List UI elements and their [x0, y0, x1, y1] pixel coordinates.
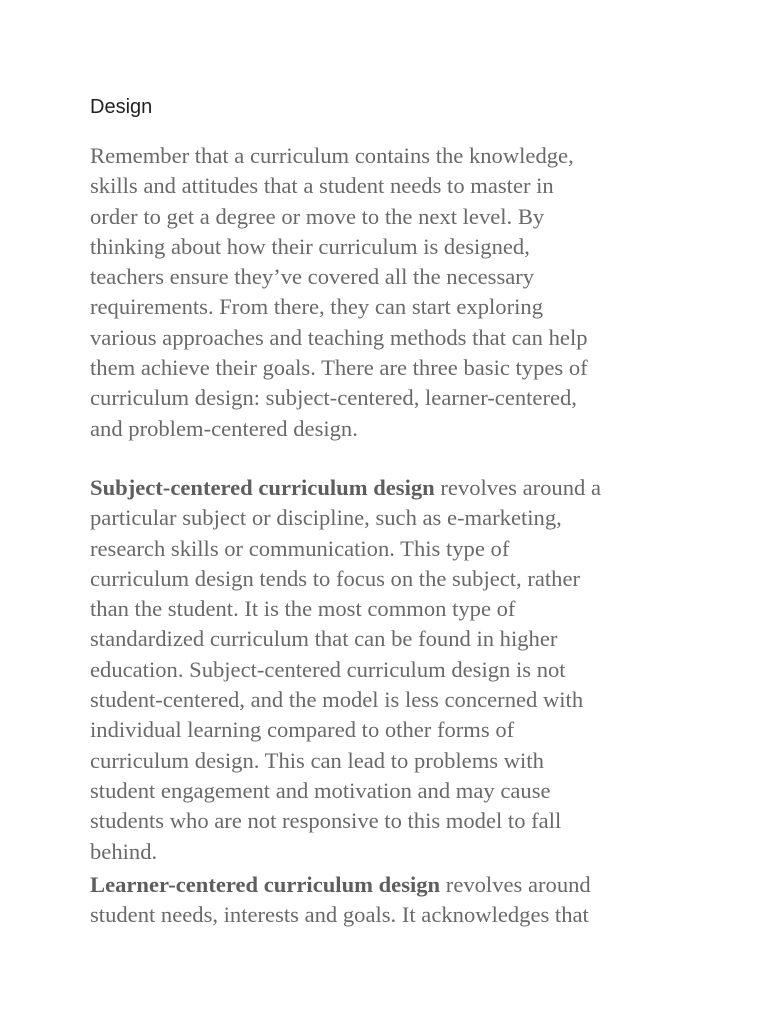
- paragraph-line: curriculum design. This can lead to problems with: [90, 747, 544, 773]
- subject-centered-paragraph: [90, 473, 690, 867]
- paragraph-line-rest: revolves around: [440, 872, 591, 897]
- paragraph-line: skills and attitudes that a student needs to master in: [90, 173, 554, 199]
- paragraph-line: students who are not responsive to this model to fall: [90, 808, 562, 834]
- paragraph-line: [90, 870, 690, 900]
- paragraph-line: them achieve their goals. There are three basic types of: [90, 355, 588, 381]
- paragraph-line: and problem-centered design.: [90, 415, 358, 441]
- paragraph-line: Remember that a curriculum contains the knowledge,: [90, 143, 574, 168]
- paragraph-line: order to get a degree or move to the next level. By: [90, 203, 545, 229]
- paragraph-line: behind.: [90, 838, 158, 864]
- paragraph-line: curriculum design tends to focus on the subject, rather: [90, 565, 581, 591]
- paragraph-line: teachers ensure they’ve covered all the necessary: [90, 264, 535, 290]
- section-heading: Design: [90, 96, 153, 118]
- learner-centered-paragraph: [90, 870, 690, 931]
- paragraph-line: requirements. From there, they can start exploring: [90, 294, 543, 320]
- paragraph-line: research skills or communication. This type of: [90, 535, 510, 561]
- paragraph-line: thinking about how their curriculum is designed,: [90, 233, 530, 259]
- intro-paragraph: [90, 141, 690, 444]
- paragraph-line: curriculum design: subject-centered, learner-centered,: [90, 385, 577, 411]
- paragraph-line: standardized curriculum that can be found in higher: [90, 626, 558, 652]
- paragraph-line: individual learning compared to other forms of: [90, 717, 515, 743]
- paragraph-line: particular subject or discipline, such as e-marketing,: [90, 505, 562, 531]
- paragraph-line: student engagement and motivation and may cause: [90, 777, 551, 803]
- subject-centered-term: Subject-centered curriculum design: [90, 475, 435, 500]
- paragraph-line: [90, 473, 690, 503]
- learner-centered-term: Learner-centered curriculum design: [90, 872, 441, 897]
- paragraph-line: various approaches and teaching methods that can help: [90, 324, 588, 350]
- paragraph-line: student-centered, and the model is less concerned with: [90, 687, 584, 713]
- paragraph-line: student needs, interests and goals. It acknowledges that: [90, 902, 589, 928]
- paragraph-line-rest: revolves around a: [434, 475, 601, 500]
- paragraph-line: education. Subject-centered curriculum design is not: [90, 656, 566, 682]
- paragraph-line: than the student. It is the most common type of: [90, 596, 516, 622]
